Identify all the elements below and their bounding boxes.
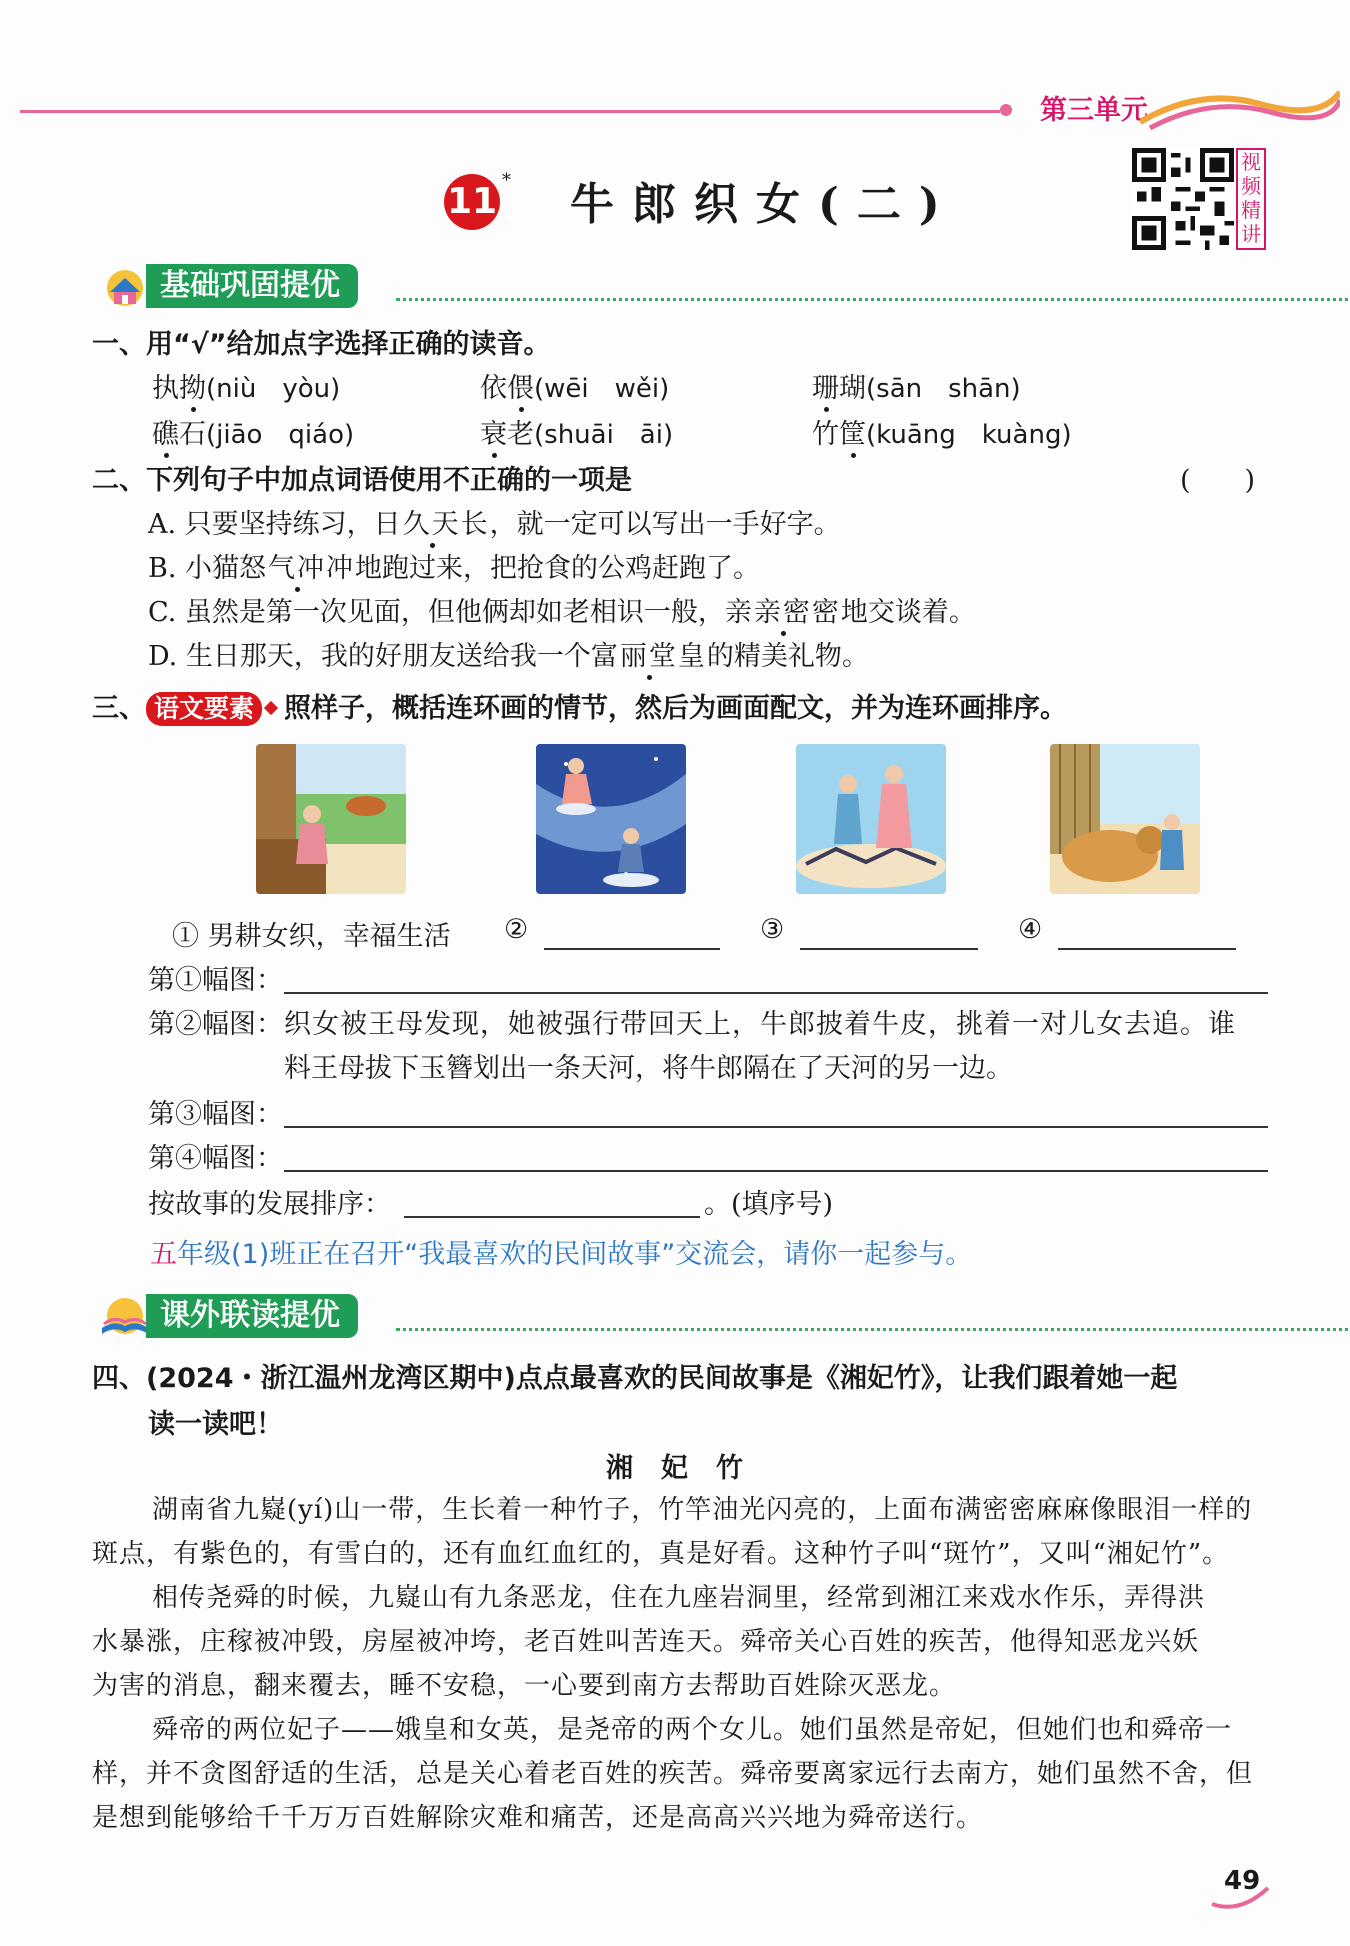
q4-heading-line1: 四、(2024・浙江温州龙湾区期中)点点最喜欢的民间故事是《湘妃竹》，让我们跟着她一起 bbox=[92, 1363, 1178, 1394]
dotted-phrase: 日久天长 bbox=[374, 502, 490, 541]
banner-dotted-rule bbox=[396, 1328, 1350, 1331]
q2-option-c[interactable] bbox=[148, 590, 976, 629]
answer-paren[interactable]: ( ) bbox=[1180, 465, 1256, 496]
dotted-phrase: 怒气冲冲 bbox=[239, 546, 355, 585]
caption-2-blank[interactable] bbox=[544, 914, 720, 950]
dotted-char: 衰 bbox=[480, 412, 507, 451]
frame-1-label: 第①幅图： bbox=[148, 965, 283, 996]
word-part: 老 bbox=[507, 419, 534, 450]
word-part: 执 bbox=[152, 373, 179, 404]
option-text: 地交谈着。 bbox=[840, 597, 976, 628]
dotted-char: 偎 bbox=[507, 366, 534, 405]
story-line: 为害的消息，翻来覆去，睡不安稳，一心要到南方去帮助百姓除灭恶龙。 bbox=[92, 1671, 957, 1701]
order-label: 按故事的发展排序： bbox=[148, 1189, 391, 1220]
section-banner-extended-reading bbox=[96, 1294, 1266, 1338]
q1-heading: 一、用“√”给加点字选择正确的读音。 bbox=[92, 329, 551, 360]
option-text: D. 生日那天，我的好朋友送给我一个 bbox=[148, 641, 591, 672]
option-text: ，就一定可以写出一手好字。 bbox=[489, 509, 841, 540]
option-text: B. 小猫 bbox=[148, 553, 240, 584]
caption-4-label: ④ bbox=[1018, 914, 1043, 945]
story-paragraph-3 bbox=[92, 1708, 1272, 1840]
q1-item bbox=[812, 412, 1072, 451]
frame-3-answer-line[interactable] bbox=[284, 1126, 1268, 1128]
q1-item bbox=[480, 366, 669, 405]
story-line: 斑点，有紫色的，有雪白的，还有血红血红的，真是好看。这种竹子叫“斑竹”，又叫“湘妃竹”。 bbox=[92, 1539, 1230, 1569]
note-highlight: 五 bbox=[150, 1239, 177, 1270]
comic-picture-magpie-bridge bbox=[796, 744, 946, 894]
header-rule bbox=[20, 110, 1000, 113]
word-part: 瑚 bbox=[839, 373, 866, 404]
pinyin-options[interactable]: (shuāi āi) bbox=[534, 420, 674, 450]
story-line: 是想到能够给千千万万百姓解除灾难和痛苦，还是高高兴兴地为舜帝送行。 bbox=[92, 1803, 984, 1833]
comic-picture-old-ox bbox=[1050, 744, 1200, 894]
note-text: 年级(1)班正在召开“我最喜欢的民间故事”交流会，请你一起参与。 bbox=[177, 1239, 973, 1270]
story-title: 湘妃竹 bbox=[606, 1453, 771, 1484]
pinyin-options[interactable]: (sān shān) bbox=[866, 374, 1021, 404]
q1-item bbox=[152, 412, 354, 451]
word-part: 竹 bbox=[812, 419, 839, 450]
dotted-phrase: 富丽堂皇 bbox=[591, 634, 707, 673]
order-suffix: 。(填序号) bbox=[704, 1189, 834, 1220]
story-line: 相传尧舜的时候，九嶷山有九条恶龙，住在九座岩洞里，经常到湘江来戏水作乐，弄得洪 bbox=[152, 1583, 1206, 1613]
q1-item bbox=[812, 366, 1021, 405]
story-line: 样，并不贪图舒适的生活，总是关心着老百姓的疾苦。舜帝要离家远行去南方，她们虽然不舍，但 bbox=[92, 1759, 1254, 1789]
q2-option-a[interactable] bbox=[148, 502, 841, 541]
story-paragraph-1 bbox=[92, 1488, 1272, 1576]
frame-4-answer-line[interactable] bbox=[284, 1170, 1268, 1172]
frame-2-label: 第②幅图： bbox=[148, 1009, 283, 1040]
class-activity-note bbox=[150, 1232, 972, 1271]
q1-item bbox=[152, 366, 340, 405]
frame-3-label: 第③幅图： bbox=[148, 1099, 283, 1130]
word-part: 石 bbox=[179, 419, 206, 450]
q4-heading-line2: 读一读吧！ bbox=[148, 1409, 283, 1440]
pinyin-options[interactable]: (wēi wěi) bbox=[534, 374, 670, 404]
q3-heading: 照样子，概括连环画的情节，然后为画面配文，并为连环画排序。 bbox=[284, 693, 1068, 724]
decorative-swoosh bbox=[1140, 82, 1340, 132]
pinyin-options[interactable]: (jiāo qiáo) bbox=[206, 420, 355, 450]
frame-2-text-line1: 织女被王母发现，她被强行带回天上，牛郎披着牛皮，挑着一对儿女去追。谁 bbox=[284, 1009, 1236, 1040]
frame-2-text-line2: 料王母拔下玉簪划出一条天河，将牛郎隔在了天河的另一边。 bbox=[284, 1053, 1013, 1084]
section-title: 基础巩固提优 bbox=[146, 264, 358, 308]
q2-heading: 二、下列句子中加点词语使用不正确的一项是 bbox=[92, 465, 632, 496]
frame-4-label: 第④幅图： bbox=[148, 1143, 283, 1174]
dotted-char: 筐 bbox=[839, 412, 866, 451]
word-part: 依 bbox=[480, 373, 507, 404]
q2-option-d[interactable] bbox=[148, 634, 869, 673]
banner-dotted-rule bbox=[396, 298, 1350, 301]
story-line: 湖南省九嶷(yí)山一带，生长着一种竹子，竹竿油光闪亮的，上面布满密密麻麻像眼泪一样的 bbox=[152, 1495, 1253, 1525]
unit-label: 第三单元 bbox=[1040, 95, 1148, 126]
diamond-icon bbox=[264, 701, 278, 715]
story-paragraph-2 bbox=[92, 1576, 1272, 1708]
comic-picture-sky-chase bbox=[536, 744, 686, 894]
q3-number: 三、 bbox=[92, 693, 146, 724]
story-line: 舜帝的两位妃子——娥皇和女英，是尧帝的两个女儿。她们虽然是帝妃，但她们也和舜帝一 bbox=[152, 1715, 1233, 1745]
lesson-star: * bbox=[502, 170, 511, 191]
option-text: 地跑过来，把抢食的公鸡赶跑了。 bbox=[355, 553, 761, 584]
chinese-elements-tag: 语文要素 bbox=[146, 692, 262, 726]
order-blank[interactable] bbox=[404, 1182, 700, 1218]
section-banner-basics bbox=[96, 264, 1266, 308]
caption-3-blank[interactable] bbox=[800, 914, 978, 950]
dotted-char: 礁 bbox=[152, 412, 179, 451]
page-number: 49 bbox=[1224, 1866, 1261, 1896]
pinyin-options[interactable]: (kuāng kuàng) bbox=[866, 420, 1072, 450]
frame-1-answer-line[interactable] bbox=[284, 992, 1268, 994]
option-text: C. 虽然是第一次见面，但他俩却如老相识一般， bbox=[148, 597, 725, 628]
caption-1: ① 男耕女织，幸福生活 bbox=[172, 921, 451, 952]
q2-option-b[interactable] bbox=[148, 546, 760, 585]
pinyin-options[interactable]: (niù yòu) bbox=[206, 374, 341, 404]
option-text: 的精美礼物。 bbox=[706, 641, 869, 672]
qr-code-icon[interactable] bbox=[1132, 148, 1234, 250]
header-dot bbox=[1000, 104, 1012, 116]
comic-picture-weaving bbox=[256, 744, 406, 894]
option-text: A. 只要坚持练习， bbox=[148, 509, 374, 540]
story-line: 水暴涨，庄稼被冲毁，房屋被冲垮，老百姓叫苦连天。舜帝关心百姓的疾苦，他得知恶龙兴妖 bbox=[92, 1627, 1200, 1657]
dotted-char: 拗 bbox=[179, 366, 206, 405]
dotted-phrase: 亲亲密密 bbox=[725, 590, 841, 629]
story-body bbox=[92, 1488, 1272, 1840]
q1-item bbox=[480, 412, 673, 451]
lesson-number-badge: 11 bbox=[444, 174, 500, 230]
lesson-title: 牛郎织女(二) bbox=[570, 179, 958, 230]
video-lesson-tag: 视频精讲 bbox=[1236, 148, 1266, 250]
section-title: 课外联读提优 bbox=[146, 1294, 358, 1338]
caption-3-label: ③ bbox=[760, 914, 785, 945]
caption-4-blank[interactable] bbox=[1058, 914, 1236, 950]
q3-heading-row bbox=[92, 686, 1067, 726]
caption-2-label: ② bbox=[504, 914, 529, 945]
dotted-char: 珊 bbox=[812, 366, 839, 405]
